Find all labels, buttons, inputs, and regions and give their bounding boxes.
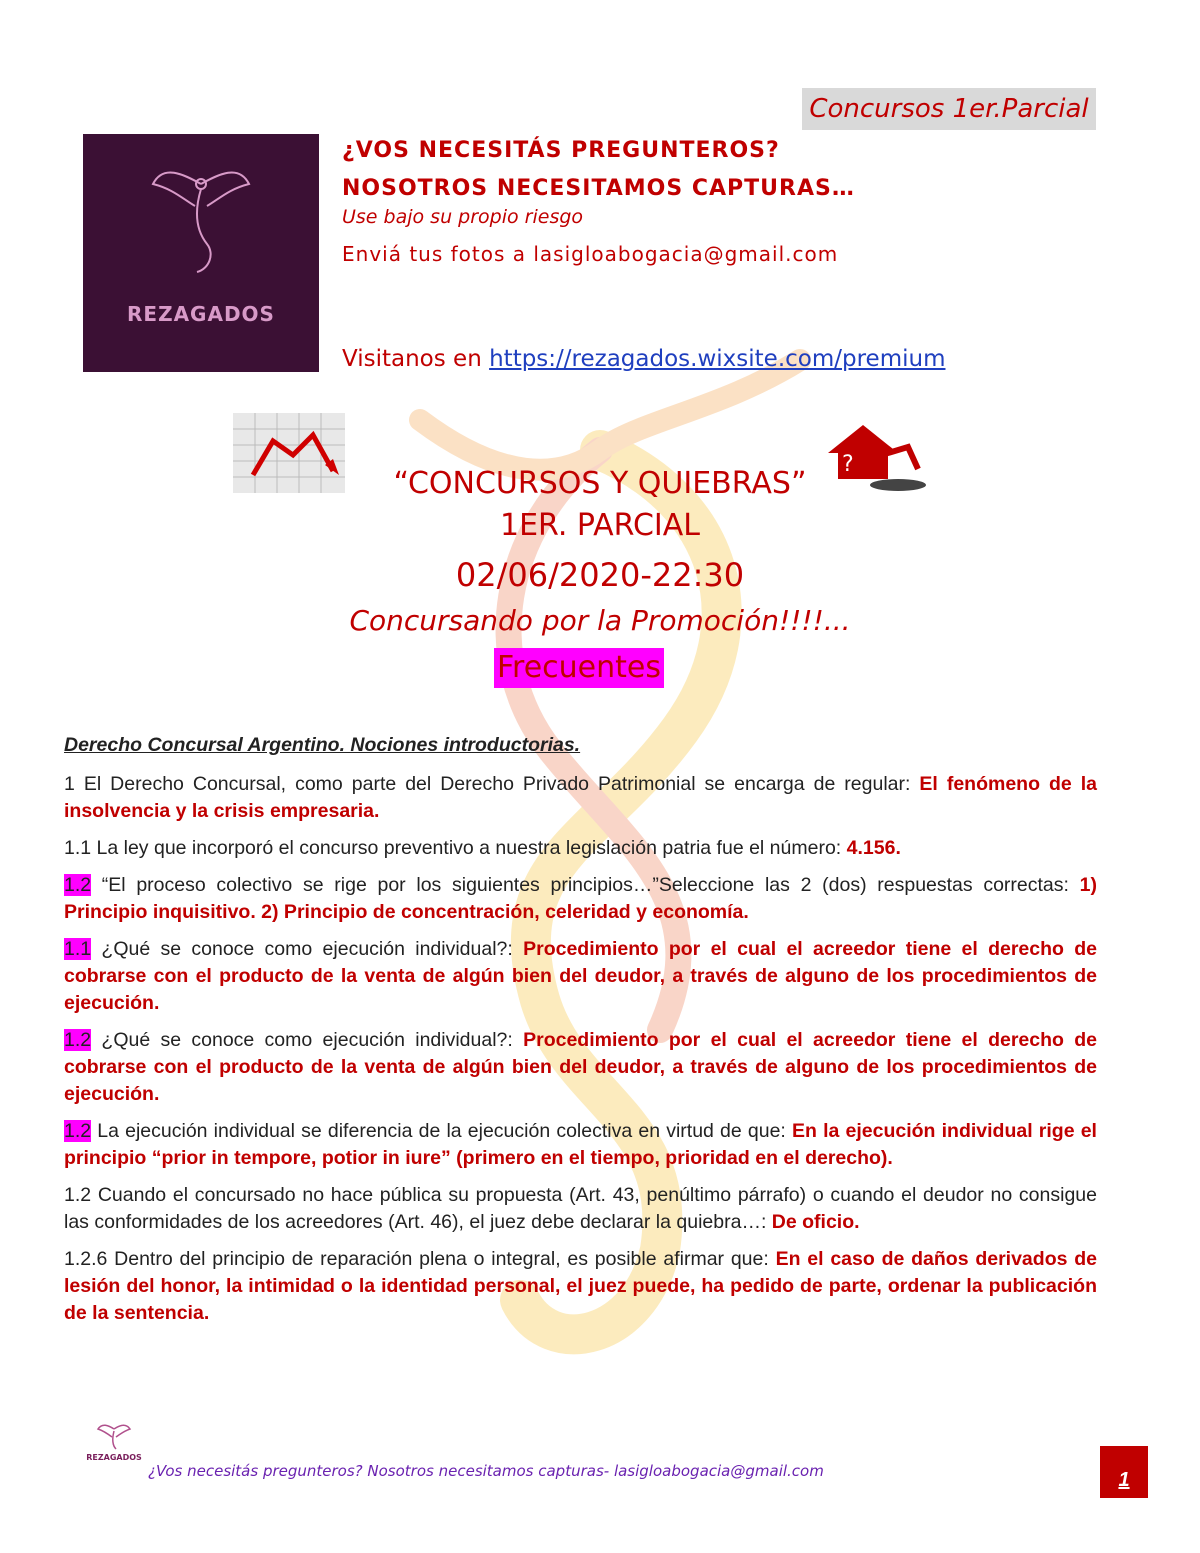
question-answer: Procedimiento por el cual el acreedor tiene el derecho de cobrarse con el producto de la venta de algún bien del deudor, a través de alguno de los procedimientos de ejecución.: [64, 938, 1097, 1014]
question-item: [64, 1118, 1097, 1172]
question-answer: En el caso de daños derivados de lesión del honor, la intimidad o la identidad personal, el juez puede, ha pedido de parte, ordenar la publicación de la sentencia.: [64, 1248, 1097, 1324]
question-number: 1.1: [64, 837, 92, 859]
footer-text: ¿Vos necesitás pregunteros? Nosotros necesitamos capturas- lasigloabogacia@gmail.com: [148, 1462, 824, 1480]
question-text: ¿Qué se conoce como ejecución individual?:: [91, 1029, 524, 1051]
rezagados-logo: [83, 134, 319, 372]
question-item: [64, 872, 1097, 926]
question-item: [64, 1027, 1097, 1108]
question-text: La ley que incorporó el concurso preventivo a nuestra legislación patria fue el número:: [91, 837, 847, 859]
footer-logo: [82, 1415, 146, 1463]
question-number: 1.2: [64, 1120, 92, 1142]
question-text: El Derecho Concursal, como parte del Derecho Privado Patrimonial se encarga de regular:: [74, 773, 920, 795]
svg-text:?: ?: [842, 452, 854, 477]
question-item: [64, 1182, 1097, 1236]
question-number: 1.2: [64, 1029, 92, 1051]
question-text: ¿Qué se conoce como ejecución individual?:: [91, 938, 524, 960]
question-text: Cuando el concursado no hace pública su propuesta (Art. 43, penúltimo párrafo) o cuando el deudor no consigue las conformidades de los acreedores (Art. 46), el juez debe declarar la quiebra…:: [64, 1184, 1097, 1233]
footer-logo-label: REZAGADOS: [86, 1453, 142, 1462]
question-list: [64, 771, 1097, 1327]
section-title: Derecho Concursal Argentino. Nociones introductorias.: [64, 734, 581, 756]
document-badge: Concursos 1er.Parcial: [802, 88, 1096, 130]
question-number: 1.2: [64, 874, 92, 896]
header-line-1: ¿VOS NECESITÁS PREGUNTEROS?: [342, 138, 780, 163]
document-subtitle: 1ER. PARCIAL: [500, 508, 700, 543]
question-answer: El fenómeno de la insolvencia y la crisis empresaria.: [64, 773, 1097, 822]
visit-line: [342, 346, 945, 372]
document-tagline: Concursando por la Promoción!!!!...: [349, 604, 851, 637]
question-number: 1.1: [64, 938, 92, 960]
question-text: Dentro del principio de reparación plena o integral, es posible afirmar que:: [107, 1248, 776, 1270]
document-title: “CONCURSOS Y QUIEBRAS”: [393, 466, 807, 501]
question-item: [64, 771, 1097, 825]
header-line-3: Use bajo su propio riesgo: [342, 206, 584, 228]
questions-section: [64, 732, 1097, 1337]
page-number-box: [1100, 1446, 1148, 1498]
question-number: 1: [64, 773, 75, 795]
phoenix-icon: [83, 134, 319, 294]
question-text: La ejecución individual se diferencia de la ejecución colectiva en virtud de que:: [91, 1120, 793, 1142]
header-line-2: NOSOTROS NECESITAMOS CAPTURAS…: [342, 176, 855, 201]
header-line-4: Enviá tus fotos a lasigloabogacia@gmail.com: [342, 242, 839, 266]
document-date: 02/06/2020-22:30: [455, 556, 745, 594]
question-number: 1.2: [64, 1184, 92, 1206]
question-answer: Procedimiento por el cual el acreedor tiene el derecho de cobrarse con el producto de la venta de algún bien del deudor, a través de alguno de los procedimientos de ejecución.: [64, 1029, 1097, 1105]
question-number: 1.2.6: [64, 1248, 108, 1270]
page-number: 1: [1118, 1469, 1130, 1491]
visit-link[interactable]: https://rezagados.wixsite.com/premium: [489, 346, 946, 372]
question-answer: En la ejecución individual rige el principio “prior in tempore, potior in iure” (primero en el tiempo, prioridad en el derecho).: [64, 1120, 1097, 1169]
frequent-label: Frecuentes: [494, 648, 664, 688]
logo-label: REZAGADOS: [127, 302, 275, 326]
question-item: [64, 1246, 1097, 1327]
question-answer: De oficio.: [771, 1211, 860, 1233]
question-answer: 4.156.: [846, 837, 901, 859]
visit-prefix: Visitanos en: [342, 346, 490, 372]
question-text: “El proceso colectivo se rige por los siguientes principios…”Seleccione las 2 (dos) respuestas correctas:: [91, 874, 1080, 896]
question-answer: 1) Principio inquisitivo. 2) Principio de concentración, celeridad y economía.: [64, 874, 1097, 923]
question-item: [64, 936, 1097, 1017]
question-item: [64, 835, 1097, 862]
